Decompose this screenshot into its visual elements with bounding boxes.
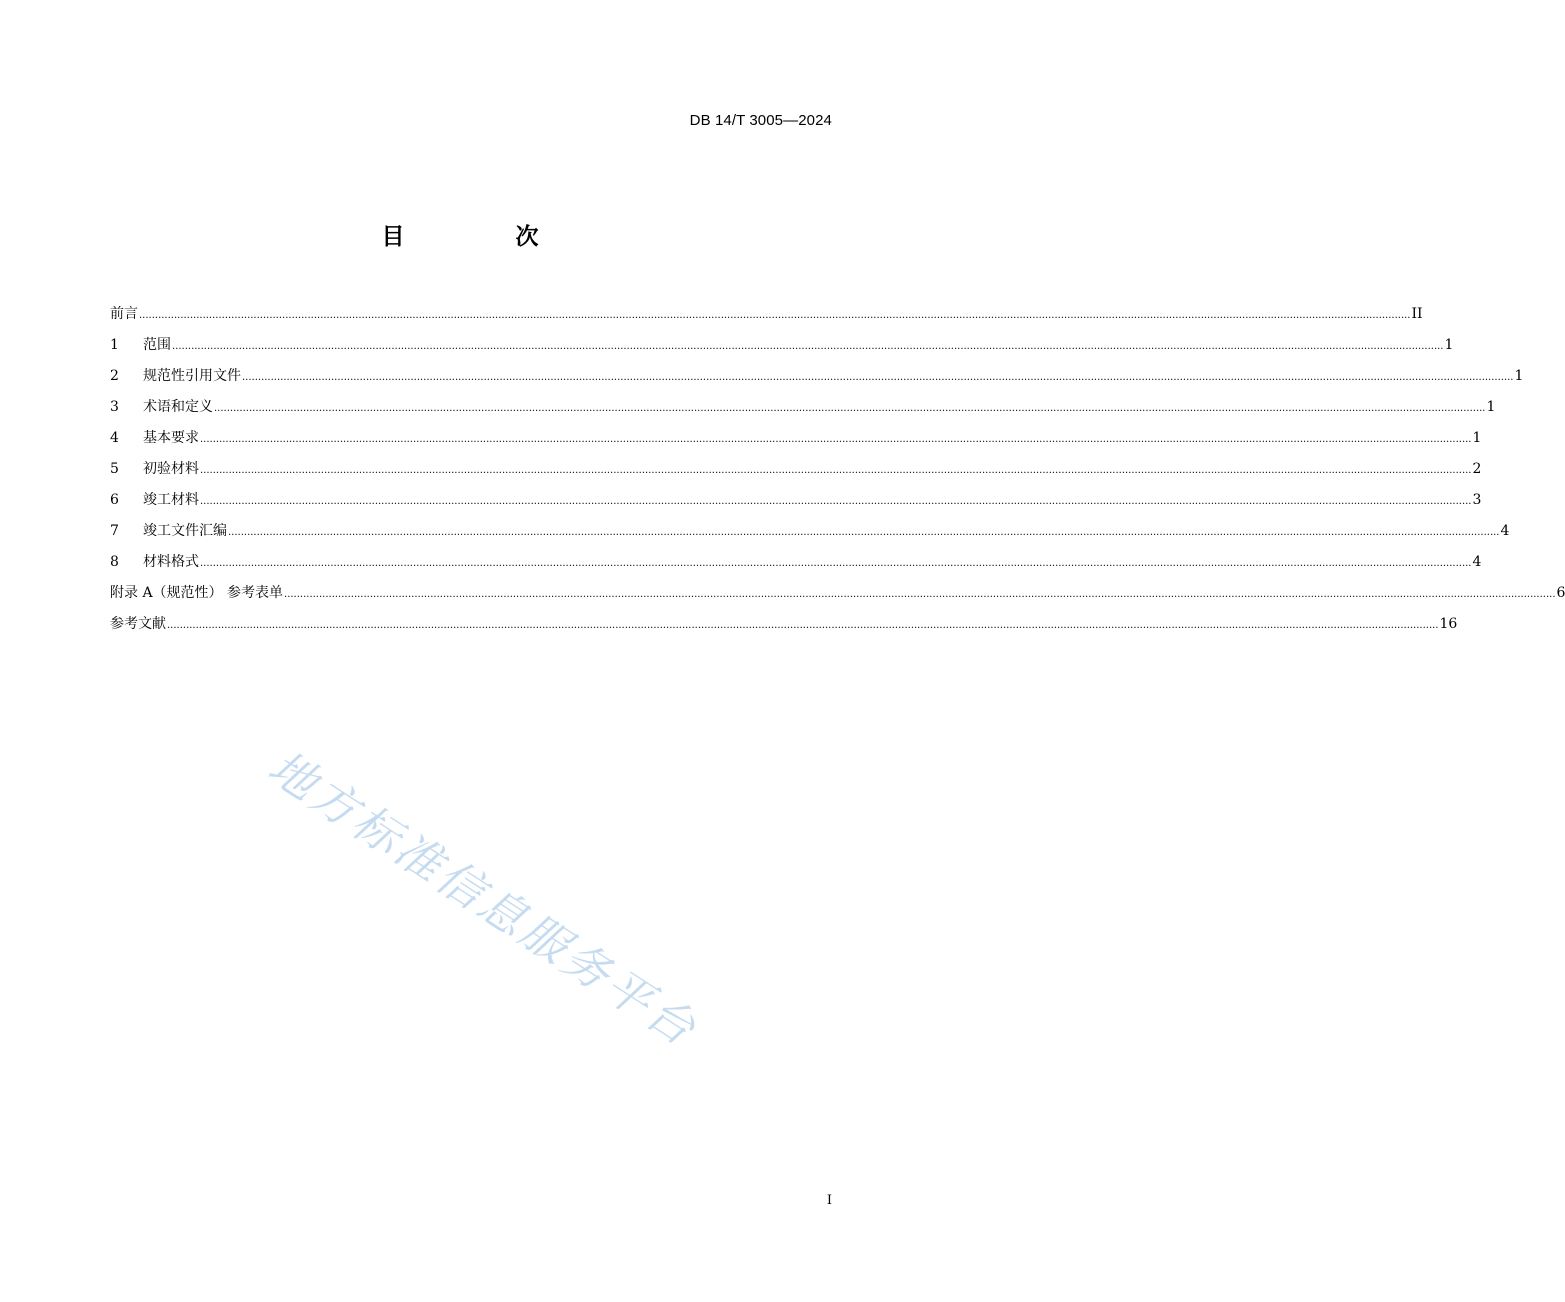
toc-entry-page: 3 bbox=[1472, 492, 1482, 508]
toc-entry-title: 竣工文件汇编 bbox=[143, 523, 227, 539]
dot-leader: ................................................................................................................................................................................................................................................................................................................................................................................................................ bbox=[228, 527, 1500, 538]
toc-entry-title: 竣工材料 bbox=[143, 492, 199, 508]
toc-entry-number: 4 bbox=[110, 430, 119, 446]
dot-leader: ................................................................................................................................................................................................................................................................................................................................................................................................................ bbox=[139, 310, 1411, 321]
toc-entry-title: 材料格式 bbox=[143, 554, 199, 570]
toc-entry-page: 2 bbox=[1472, 461, 1482, 477]
toc-entry-bibliography[interactable] bbox=[110, 612, 1458, 643]
toc-entry-number: 8 bbox=[110, 554, 119, 570]
toc-entry-page: 1 bbox=[1444, 337, 1454, 353]
dot-leader: ................................................................................................................................................................................................................................................................................................................................................................................................................ bbox=[242, 372, 1514, 383]
toc-entry-title: 前言 bbox=[110, 306, 138, 322]
toc-entry-normative-references[interactable] bbox=[110, 364, 1524, 395]
toc-entry-preliminary-materials[interactable] bbox=[110, 457, 1482, 488]
toc-entry-page: 4 bbox=[1500, 523, 1510, 539]
toc-entry-number: 7 bbox=[110, 523, 119, 539]
toc-entry-number: 1 bbox=[110, 337, 119, 353]
dot-leader: ................................................................................................................................................................................................................................................................................................................................................................................................................ bbox=[284, 589, 1556, 600]
toc-entry-page: 1 bbox=[1486, 399, 1496, 415]
toc-entry-number: 3 bbox=[110, 399, 119, 415]
toc-entry-title: 基本要求 bbox=[143, 430, 199, 446]
toc-entry-basic-requirements[interactable] bbox=[110, 426, 1482, 457]
toc-entry-foreword[interactable] bbox=[110, 302, 1423, 333]
toc-entry-title: 范围 bbox=[143, 337, 171, 353]
toc-entry-page: 1 bbox=[1514, 368, 1524, 384]
toc-entry-title: 术语和定义 bbox=[143, 399, 213, 415]
toc-entry-completion-compilation[interactable] bbox=[110, 519, 1510, 550]
page-number: I bbox=[826, 1193, 832, 1208]
toc-entry-page: 6 bbox=[1556, 585, 1565, 601]
toc-entry-completion-materials[interactable] bbox=[110, 488, 1482, 519]
toc-entry-number: 2 bbox=[110, 368, 119, 384]
toc-entry-terms[interactable] bbox=[110, 395, 1496, 426]
toc-entry-page: 4 bbox=[1472, 554, 1482, 570]
toc-title: 目 次 bbox=[381, 224, 583, 250]
toc-entry-material-format[interactable] bbox=[110, 550, 1482, 581]
dot-leader: ................................................................................................................................................................................................................................................................................................................................................................................................................ bbox=[200, 496, 1472, 507]
toc-list bbox=[110, 302, 1565, 643]
toc-entry-title: 附录 A（规范性） 参考表单 bbox=[110, 585, 284, 601]
toc-entry-title: 规范性引用文件 bbox=[143, 368, 241, 384]
dot-leader: ................................................................................................................................................................................................................................................................................................................................................................................................................ bbox=[200, 434, 1472, 445]
toc-entry-number: 5 bbox=[110, 461, 119, 477]
toc-entry-scope[interactable] bbox=[110, 333, 1454, 364]
dot-leader: ................................................................................................................................................................................................................................................................................................................................................................................................................ bbox=[200, 465, 1472, 476]
toc-entry-appendix-a[interactable] bbox=[110, 581, 1565, 612]
dot-leader: ................................................................................................................................................................................................................................................................................................................................................................................................................ bbox=[167, 620, 1439, 631]
toc-entry-page: 16 bbox=[1439, 616, 1458, 632]
toc-entry-page: II bbox=[1411, 306, 1423, 322]
dot-leader: ................................................................................................................................................................................................................................................................................................................................................................................................................ bbox=[214, 403, 1486, 414]
toc-entry-title: 初验材料 bbox=[143, 461, 199, 477]
watermark: 地方标准信息服务平台 bbox=[258, 739, 708, 1058]
toc-entry-page: 1 bbox=[1472, 430, 1482, 446]
document-code: DB 14/T 3005—2024 bbox=[689, 112, 832, 129]
toc-entry-title: 参考文献 bbox=[110, 616, 166, 632]
toc-entry-number: 6 bbox=[110, 492, 119, 508]
dot-leader: ................................................................................................................................................................................................................................................................................................................................................................................................................ bbox=[172, 341, 1444, 352]
dot-leader: ................................................................................................................................................................................................................................................................................................................................................................................................................ bbox=[200, 558, 1472, 569]
